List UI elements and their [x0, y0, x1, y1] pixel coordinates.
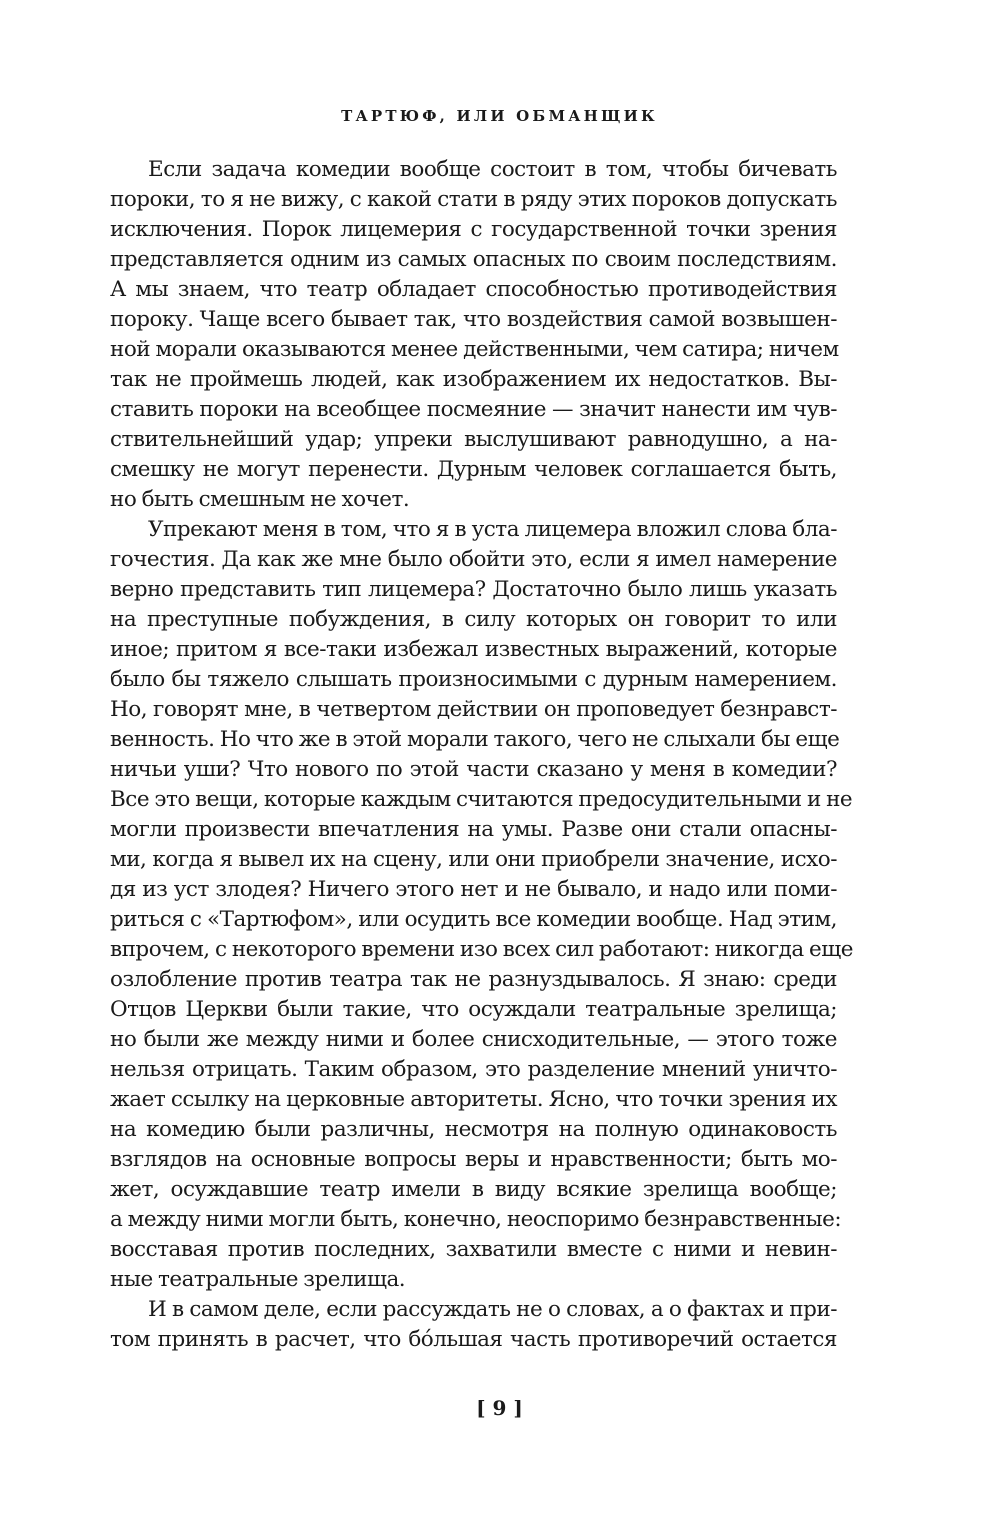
text-line: ные театральные зрелища.	[110, 1267, 406, 1292]
text-line: том принять в расчет, что бóльшая часть противоречий остается	[110, 1327, 837, 1352]
text-line: смешку не могут перенести. Дурным человек соглашается быть,	[110, 457, 837, 482]
text-line: И в самом деле, если рассуждать не о словах, а о фактах и при-	[148, 1297, 837, 1322]
text-line: верно представить тип лицемера? Достаточно было лишь указать	[110, 577, 837, 602]
text-line: А мы знаем, что театр обладает способностью противодействия	[110, 277, 837, 302]
text-line: впрочем, с некоторого времени изо всех сил работают: никогда еще	[110, 937, 853, 962]
text-line: жает ссылку на церковные авторитеты. Ясно, что точки зрения их	[110, 1087, 837, 1112]
text-line: взглядов на основные вопросы веры и нравственности; быть мо-	[110, 1147, 837, 1172]
text-line: было бы тяжело слышать произносимыми с дурным намерением.	[110, 667, 837, 692]
text-line: Но, говорят мне, в четвертом действии он проповедует безнравст-	[110, 697, 837, 722]
page-number: [ 9 ]	[476, 1396, 523, 1420]
text-line: но были же между ними и более снисходительные, — этого тоже	[110, 1027, 837, 1052]
text-line: восставая против последних, захватили вместе с ними и невин-	[110, 1237, 837, 1262]
text-line: Отцов Церкви были такие, что осуждали театральные зрелища;	[110, 997, 837, 1022]
text-line: Все это вещи, которые каждым считаются предосудительными и не	[110, 787, 853, 812]
text-line: венность. Но что же в этой морали такого, чего не слыхали бы еще	[110, 727, 840, 752]
text-line: ставить пороки на всеобщее посмеяние — значит нанести им чув-	[110, 397, 837, 422]
text-line: а между ними могли быть, конечно, неоспоримо безнравственные:	[110, 1207, 842, 1232]
text-line: могли произвести впечатления на умы. Разве они стали опасны-	[110, 817, 837, 842]
text-line: исключения. Порок лицемерия с государственной точки зрения	[110, 217, 837, 242]
text-line: жет, осуждавшие театр имели в виду всякие зрелища вообще;	[110, 1177, 837, 1202]
text-line: ствительнейший удар; упреки выслушивают равнодушно, а на-	[110, 427, 837, 452]
running-title: ТАРТЮФ, ИЛИ ОБМАНЩИК	[341, 107, 658, 125]
text-line: Упрекают меня в том, что я в уста лицемера вложил слова бла-	[148, 517, 837, 542]
text-line: так не проймешь людей, как изображением их недостатков. Вы-	[110, 367, 837, 392]
text-line: на преступные побуждения, в силу которых он говорит то или	[110, 607, 837, 632]
text-line: ми, когда я вывел их на сцену, или они приобрели значение, исхо-	[110, 847, 837, 872]
text-line: представляется одним из самых опасных по своим последствиям.	[110, 247, 837, 272]
text-line: озлобление против театра так не разнуздывалось. Я знаю: среди	[110, 967, 837, 992]
text-line: ной морали оказываются менее действенными, чем сатира; ничем	[110, 337, 839, 362]
text-line: но быть смешным не хочет.	[110, 487, 410, 512]
text-line: дя из уст злодея? Ничего этого нет и не бывало, и надо или поми-	[110, 877, 837, 902]
text-line: Если задача комедии вообще состоит в том, чтобы бичевать	[148, 157, 837, 182]
text-line: иное; притом я все-таки избежал известных выражений, которые	[110, 637, 837, 662]
text-line: на комедию были различны, несмотря на полную одинаковость	[110, 1117, 837, 1142]
text-line: риться с «Тартюфом», или осудить все комедии вообще. Над этим,	[110, 907, 837, 932]
text-line: ничьи уши? Что нового по этой части сказано у меня в комедии?	[110, 757, 837, 782]
text-line: нельзя отрицать. Таким образом, это разделение мнений уничто-	[110, 1057, 837, 1082]
text-line: гочестия. Да как же мне было обойти это, если я имел намерение	[110, 547, 837, 572]
text-line: пороки, то я не вижу, с какой стати в ряду этих пороков допускать	[110, 187, 837, 212]
text-line: пороку. Чаще всего бывает так, что воздействия самой возвышен-	[110, 307, 837, 332]
